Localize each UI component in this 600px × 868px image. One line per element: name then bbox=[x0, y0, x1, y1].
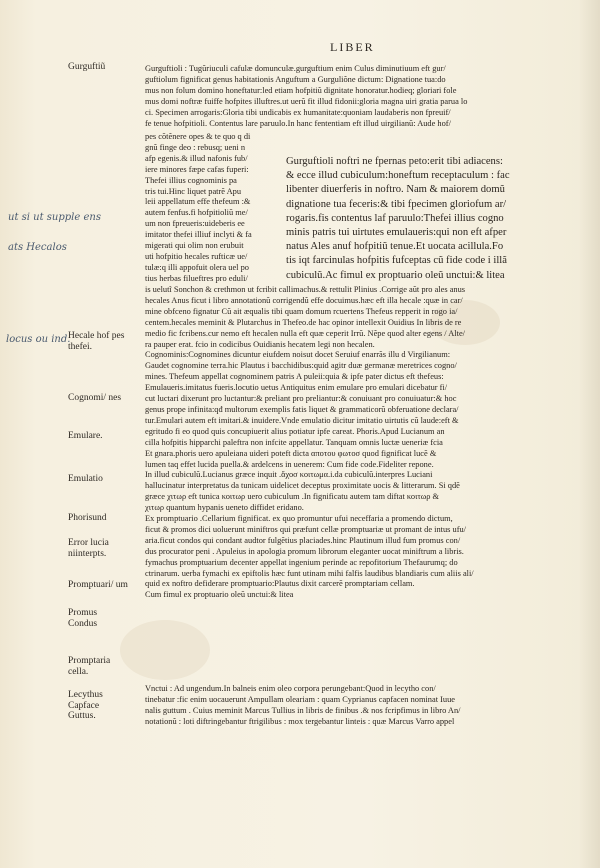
text-line: is uelutĩ Sonchon & crethmon ut fcribit callimachus.& rettulit Plinius .Corrige aũt pro ales anus bbox=[145, 285, 466, 294]
left-column-commentary bbox=[145, 132, 281, 285]
text-line: Et gnara.phoris uero apuleiana uideri poteft dicta αποτου φωτοσ quod fignificat lucẽ & bbox=[145, 448, 437, 458]
top-paragraph bbox=[145, 64, 565, 129]
text-line: quid ex noftro defiderare promptuario:Plautus dixit carcerẽ promptariam cellam. bbox=[145, 579, 415, 589]
text-line: libenter diuerferis in noftro. Nam & maiorem domũ bbox=[286, 184, 505, 196]
text-line: uti hofpitio hecales rufticæ ue/ bbox=[145, 251, 248, 261]
main-commentary bbox=[145, 285, 565, 678]
margin-label-emulare: Emulare. bbox=[68, 431, 103, 441]
text-line: iere minores fæpe cafas fuperi: bbox=[145, 164, 249, 174]
text-line: ficut & promos dici uoluerunt miniftros qui præfunt cellæ promptuariæ ut promant de intus ufu/ bbox=[145, 524, 466, 534]
text-line: & ecce illud cubiculum:honeftum receptaculum : fac bbox=[286, 170, 510, 182]
text-line: lumen taq effet lucida puella.& ardelcens in uenerem: Cum fide code.Fideliter repone. bbox=[145, 459, 434, 469]
text-line: Gurguftioli noftri ne fpernas peto:erit tibi adiacens: bbox=[286, 156, 503, 167]
text-line: aria.ficut condos qui condant audtor fulgẽtius placiades.hinc Plautinum illud fum promus con/ bbox=[145, 535, 461, 545]
text-line: imitator thefei illiuf inclyti & fa bbox=[145, 230, 252, 240]
text-line: ctrinarum. uerba fymachi ex epiftolis hæc funt utinam mihi falfis laudibus blandiaris cum aliis ali/ bbox=[145, 568, 474, 578]
text-line: tulæ:q illi appofuit olera uel po bbox=[145, 262, 249, 272]
margin-label-promptuarium: Promptuari/ um bbox=[68, 580, 128, 590]
margin-label-promptaria: Promptaria cella. bbox=[68, 656, 111, 677]
text-line: cubiculũ.Ac fimul ex proptuario oleũ unctui:& litea bbox=[286, 269, 505, 281]
text-line: mine obfceno fignatur Cũ ait æqualis tibi quam domum rcuertens Thefeus repperit in rogo ia/ bbox=[145, 306, 458, 316]
text-line: Gurguftioli : Tugũriuculi cafulæ domunculæ.gurguftium enim Culus diminutiuum eft gur/ bbox=[145, 64, 446, 73]
text-line: fe tenue hofpitioli. Contentus lare paruulo.In hanc fententiam eft illud uirgilianũ: Aude hof/ bbox=[145, 118, 451, 128]
margin-label-phoris: Phorisund bbox=[68, 513, 107, 523]
text-line: centem.hecales meminit & Plutarchus in Thefeo.de hac opinor intellexit Ouidius In libris de re bbox=[145, 317, 462, 327]
text-line: afp egenis.& illud nafonis fub/ bbox=[145, 153, 248, 163]
text-line: Cum fimul ex proptuario oleũ unctui:& litea bbox=[145, 590, 294, 600]
inset-main-text bbox=[286, 155, 561, 281]
text-line: dignatione tua feceris:& tibi fpecimen gloriofum ar/ bbox=[286, 198, 507, 210]
text-line: guftiolum fignificat genus habitationis Anguftum a Gurguliõne dictum: Dignatione tua:do bbox=[145, 74, 446, 84]
text-line: um non fpreueris:uideberis ee bbox=[145, 219, 245, 229]
margin-label-promus: Promus Condus bbox=[68, 608, 98, 629]
text-line: tur.Emulari autem eft imitari.& inuidere.Vnde emulatio dicitur imitatio uirtutis cũ laude:eft & bbox=[145, 415, 459, 425]
text-line: Vnctui : Ad ungendum.In balneis enim oleo corpora perungebant:Quod in lecytho con/ bbox=[145, 684, 436, 693]
text-line: tis iqt farcinulas hofpitis fufceptas cũ fide code i illã bbox=[286, 255, 507, 267]
text-line: χιτωρ quantum hypanis ueneto diffidet eridano. bbox=[145, 503, 304, 513]
text-line: hallucinatur interpretatus da tunicam uidelicet deceptus proximitate uocis & litterarum. Si qdẽ bbox=[145, 481, 460, 491]
text-line: minis patris tui uirtutes emulaueris:qui non eft afper bbox=[286, 227, 507, 239]
text-line: Emulaueris.imitatus fueris.locutio uetus Antiquitus enim emulare pro emulari dicebatur fi/ bbox=[145, 383, 448, 393]
text-line: mus domi noftræ fuiffe hofpites illuftres.ut uerũ fit illud fidonii:gloria magna uiri gratia parua lo bbox=[145, 96, 468, 106]
margin-label-emulatio: Emulatio bbox=[68, 474, 103, 484]
margin-label-gurgustium: Gurguftiũ bbox=[68, 62, 106, 72]
text-line: In illud cubiculũ.Lucianus græce inquit .ἄχοσ κοιτωμα.i.da cubiculũ.interpres Luciani bbox=[145, 470, 433, 480]
text-line: genus prope infinita:qđ multorum exemplis fatis liquet & grammaticorũ obferuatione declara/ bbox=[145, 404, 459, 414]
text-line: cut luctari dixerunt pro luctantur:& preliant pro preliantur:& conuiuant pro conuiuatur:& hoc bbox=[145, 394, 457, 404]
text-line: migerati qui olim non erubuit bbox=[145, 241, 244, 251]
text-line: gnũ finge deo : rebusq; ueni n bbox=[145, 142, 246, 152]
margin-label-cognomines: Cognomi/ nes bbox=[68, 393, 122, 403]
page-edge-shadow bbox=[578, 0, 600, 868]
text-line: tius herbas filueftres pro eduli/ bbox=[145, 273, 248, 283]
text-line: autem fenfus.fi hofpitioliũ me/ bbox=[145, 208, 248, 218]
text-line: cilla hofpitis hipparchi paleftra non infcite appellatur. Tanquam omnis luctæ ueneriæ fcia bbox=[145, 437, 443, 447]
bottom-commentary bbox=[145, 684, 565, 764]
handwritten-note-1: ut si ut supple ens bbox=[8, 212, 101, 223]
text-line: Thefei illius cognominis pa bbox=[145, 175, 237, 185]
text-line: medio fic fcribens.cur nemo eft hecalen nulla eft quæ ceperit Irrũ. Nẽpe quod alter egens / Alte/ bbox=[145, 328, 465, 338]
text-line: mus non folum domino honeftatur:led etiam hofpitiũ dignitate honoratur.hodieq; gloriari fole bbox=[145, 85, 457, 95]
margin-label-lecythus: Lecythus Capface Guttus. bbox=[68, 690, 103, 721]
text-line: dus procurator peni . Apuleius in apologia promum librorum eleganter uocat miniftrum a libris. bbox=[145, 546, 464, 556]
margin-label-hecale: Hecale hof pes thefei. bbox=[68, 331, 125, 352]
text-line: hecales Anus ficut i libro annotationũ corrigendũ effe docuimus.hæc eft illa hecale :quæ in car/ bbox=[145, 295, 463, 305]
text-line: egritudo fi eo quod quis concupiuerit alius potiatur ipfe careat. Phoris.Apud Lucianum an bbox=[145, 426, 445, 436]
text-line: leii appellatum effe thefeum :& bbox=[145, 197, 251, 207]
margin-label-error-luciani: Error lucia niinterpts. bbox=[68, 538, 109, 559]
text-line: mines. Thefeum appellat cognominem patris A puleii:quia & ipfe pater dictus eft thefeus: bbox=[145, 372, 444, 382]
text-line: nalis guttum . Cuius meminit Marcus Tullius in libris de finibus .& nos fcripfimus in libro An/ bbox=[145, 705, 461, 715]
text-line: tris tui.Hinc liquet patrẽ Apu bbox=[145, 186, 242, 196]
handwritten-note-3: locus ou ind. bbox=[6, 334, 71, 345]
text-line: natus Ales anuf hofpitiũ tenue.Et uocata acillula.Fo bbox=[286, 241, 504, 253]
text-line: fymachus promptuarium decenter appellat ingenium perinde ac repofitorium Thefaurumq; do bbox=[145, 557, 458, 567]
text-line: notationũ : loti diftringebantur ftrigilibus : mox tergebantur linteis : quæ Marcus Varro appel bbox=[145, 716, 455, 726]
text-line: Gaudet cognomine terra.hic Plautus i bacchidibus:quid agitr duæ germanæ meretrices cogno/ bbox=[145, 361, 457, 371]
text-line: ra pauper erat. fcio in codicibus Ouidianis hecatem legi non hecalen. bbox=[145, 339, 375, 349]
text-line: græce χιτωρ eft tunica κοιτωρ uero cubiculum .In fignificatu autem tam diftat κοιτωρ & bbox=[145, 492, 440, 502]
running-title: LIBER bbox=[330, 40, 375, 54]
text-line: Cognominis:Cognomines dicuntur eiufdem noisut docet Seruiuf enarrãs illu d Virgilianum: bbox=[145, 350, 451, 360]
text-line: ci. Specimen arrogaris:Gloria tibi undicabis ex humanitate:quoniam laudaberis non fpreuif/ bbox=[145, 107, 451, 117]
text-line: rogaris.fis contentus laf paruulo:Thefei illius cogno bbox=[286, 212, 504, 224]
handwritten-note-2: ats Hecalos bbox=[8, 242, 67, 253]
text-line: tinebatur :fic enim uocauerunt Ampullam oleariam : quam Cyprianus capfacen nominat Iuue bbox=[145, 694, 456, 704]
text-line: pes cõtẽnere opes & te quo q di bbox=[145, 132, 251, 141]
text-line: Ex promptuario .Cellarium fignificat. ex quo promuntur ufui neceffaria a promendo dictum, bbox=[145, 514, 453, 524]
